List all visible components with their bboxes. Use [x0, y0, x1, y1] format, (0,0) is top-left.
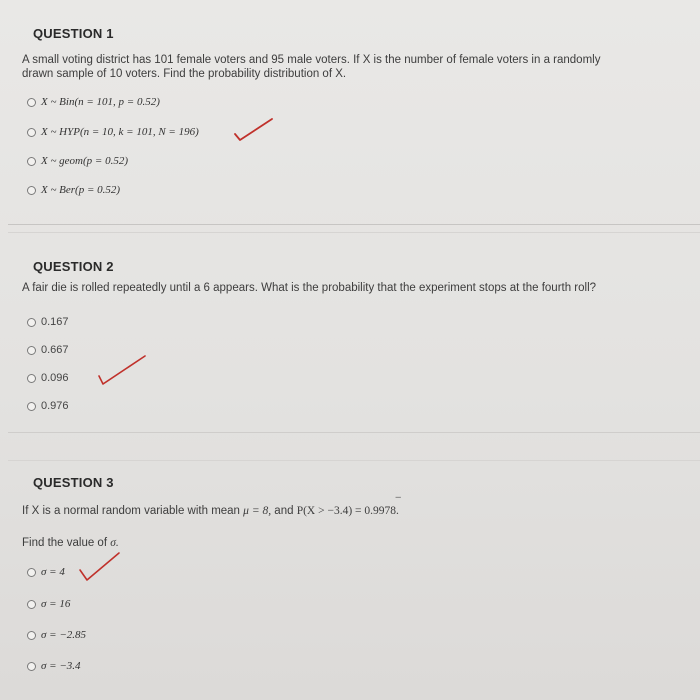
- option-label: 0.667: [41, 344, 69, 356]
- option-label: 0.167: [41, 316, 69, 328]
- question-3-text-line-1: [22, 505, 399, 518]
- sigma-symbol: σ.: [110, 537, 119, 549]
- question-2-option-4[interactable]: [27, 400, 69, 412]
- question-3-option-4[interactable]: [27, 660, 81, 672]
- probability-expression: P(X > −3.4) = 0.9978.: [296, 505, 399, 517]
- radio-button[interactable]: [27, 318, 36, 327]
- option-label: X ~ geom(p = 0.52): [41, 155, 128, 167]
- option-label: 0.976: [41, 400, 69, 412]
- option-label: σ = 16: [41, 598, 71, 610]
- question-1-text-line-1: A small voting district has 101 female voters and 95 male voters. If X is the number of female voters in a randomly: [22, 54, 601, 66]
- question-2-text: A fair die is rolled repeatedly until a 6 appears. What is the probability that the experiment stops at the fourth roll?: [22, 282, 597, 294]
- check-mark-icon: [232, 115, 276, 143]
- radio-button[interactable]: [27, 631, 36, 640]
- find-value-text: Find the value of: [22, 537, 108, 549]
- radio-button[interactable]: [27, 157, 36, 166]
- question-3-text-line-2: [22, 537, 119, 550]
- radio-button[interactable]: [27, 98, 36, 107]
- question-1-option-4[interactable]: [27, 184, 120, 196]
- question-3-text-prefix: If X is a normal random variable with mean: [22, 505, 240, 517]
- question-2-option-2[interactable]: [27, 344, 69, 356]
- overbar-mark: −: [395, 492, 402, 504]
- radio-button[interactable]: [27, 402, 36, 411]
- option-label: X ~ HYP(n = 10, k = 101, N = 196): [41, 126, 199, 138]
- radio-button[interactable]: [27, 186, 36, 195]
- radio-button[interactable]: [27, 662, 36, 671]
- and-text: and: [274, 505, 294, 517]
- radio-button[interactable]: [27, 568, 36, 577]
- option-label: 0.096: [41, 372, 69, 384]
- radio-button[interactable]: [27, 600, 36, 609]
- check-mark-icon: [78, 550, 122, 584]
- question-2-option-3[interactable]: [27, 372, 69, 384]
- question-3-option-3[interactable]: [27, 629, 86, 641]
- option-label: X ~ Ber(p = 0.52): [41, 184, 121, 196]
- radio-button[interactable]: [27, 346, 36, 355]
- question-2-title: QUESTION 2: [33, 259, 114, 274]
- divider: [8, 224, 700, 225]
- question-1-option-1[interactable]: [27, 96, 160, 108]
- option-label: σ = 4: [41, 566, 65, 578]
- question-1-text-line-2: drawn sample of 10 voters. Find the probability distribution of X.: [22, 68, 347, 80]
- question-1-option-2[interactable]: [27, 126, 199, 138]
- option-label: σ = −2.85: [41, 629, 87, 641]
- mean-expression: μ = 8,: [243, 505, 272, 517]
- question-3-option-2[interactable]: [27, 598, 70, 610]
- radio-button[interactable]: [27, 128, 36, 137]
- divider: [8, 460, 700, 461]
- question-1-option-3[interactable]: [27, 155, 128, 167]
- question-1-title: QUESTION 1: [33, 26, 114, 41]
- divider: [8, 232, 700, 233]
- divider: [8, 432, 700, 433]
- option-label: σ = −3.4: [41, 660, 81, 672]
- check-mark-icon: [96, 352, 148, 388]
- question-3-option-1[interactable]: [27, 566, 65, 578]
- radio-button[interactable]: [27, 374, 36, 383]
- option-label: X ~ Bin(n = 101, p = 0.52): [41, 96, 160, 108]
- question-2-option-1[interactable]: [27, 316, 69, 328]
- question-3-title: QUESTION 3: [33, 475, 114, 490]
